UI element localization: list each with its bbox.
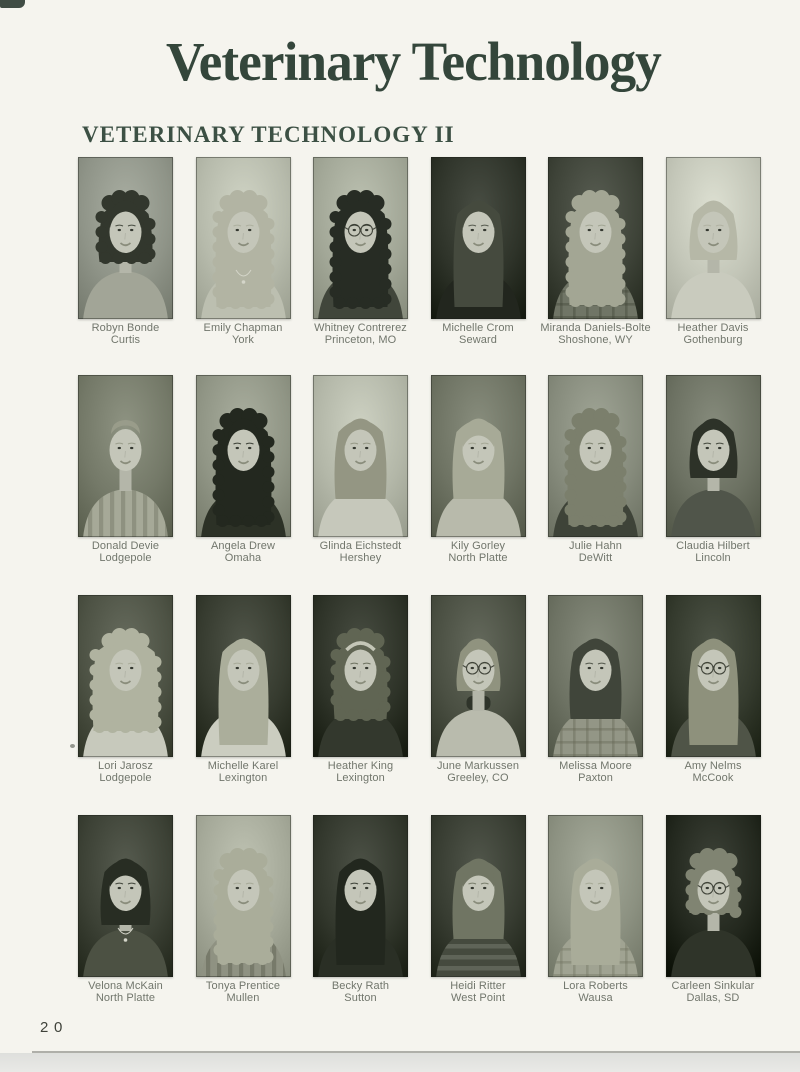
student-hometown: Omaha	[224, 551, 262, 564]
portrait-photo	[196, 595, 291, 757]
student-caption	[196, 541, 291, 564]
student-hometown: Sutton	[344, 991, 377, 1004]
student-hometown: Lexington	[218, 771, 268, 784]
portrait-photo	[431, 375, 526, 537]
student-name: Heather Davis	[677, 322, 749, 334]
student-entry	[78, 375, 173, 595]
student-entry	[196, 815, 291, 1004]
student-name: Julie Hahn	[569, 540, 622, 552]
student-entry	[196, 375, 291, 595]
student-entry	[431, 157, 526, 375]
scan-corner-mark	[0, 0, 25, 8]
student-caption	[431, 761, 526, 784]
student-entry	[313, 375, 408, 595]
portrait-photo	[78, 595, 173, 757]
student-hometown: Shoshone, WY	[558, 333, 633, 346]
portrait-photo	[78, 815, 173, 977]
student-caption	[548, 541, 643, 564]
student-caption	[78, 323, 173, 346]
student-hometown: North Platte	[95, 991, 156, 1004]
student-name: Lora Roberts	[563, 980, 628, 992]
student-caption	[78, 541, 173, 564]
student-caption	[431, 541, 526, 564]
student-name: Emily Chapman	[203, 322, 283, 334]
student-caption	[666, 761, 761, 784]
student-hometown: Paxton	[578, 771, 613, 784]
student-hometown: DeWitt	[578, 551, 613, 564]
student-name: Donald Devie	[91, 540, 160, 552]
student-caption	[666, 981, 761, 1004]
section-heading: VETERINARY TECHNOLOGY II	[82, 122, 455, 147]
student-caption	[78, 981, 173, 1004]
student-entry	[431, 815, 526, 1004]
student-name: Kily Gorley	[450, 540, 506, 552]
student-name: Robyn Bonde	[91, 322, 160, 334]
student-caption	[548, 761, 643, 784]
student-name: Michelle Crom	[442, 322, 514, 334]
student-caption	[78, 761, 173, 784]
portrait-photo	[313, 375, 408, 537]
student-name: Angela Drew	[210, 540, 276, 552]
student-hometown: West Point	[451, 991, 505, 1004]
portrait-photo	[431, 595, 526, 757]
portrait-photo	[548, 157, 643, 319]
student-hometown: Hershey	[339, 551, 382, 564]
student-hometown: Lincoln	[695, 551, 731, 564]
portrait-photo	[78, 157, 173, 319]
portrait-grid	[78, 157, 761, 1004]
student-hometown: York	[231, 333, 254, 346]
student-entry	[548, 815, 643, 1004]
student-entry	[540, 157, 651, 375]
student-caption	[313, 761, 408, 784]
student-name: Heidi Ritter	[450, 980, 506, 992]
student-name: Velona McKain	[88, 980, 163, 992]
student-name: Whitney Contrerez	[314, 322, 407, 334]
student-entry	[548, 595, 643, 815]
portrait-photo	[666, 157, 761, 319]
student-hometown: Seward	[459, 333, 497, 346]
portrait-photo	[548, 375, 643, 537]
page-title: Veterinary Technology	[166, 31, 661, 92]
student-name: Carleen Sinkular	[671, 980, 755, 992]
student-caption	[666, 541, 761, 564]
student-name: Becky Rath	[331, 980, 390, 992]
student-hometown: Wausa	[578, 991, 613, 1004]
student-caption	[431, 981, 526, 1004]
student-hometown: Dallas, SD	[686, 991, 740, 1004]
student-entry	[78, 815, 173, 1004]
student-caption	[313, 981, 408, 1004]
student-name: Lori Jarosz	[98, 760, 153, 772]
student-name: Amy Nelms	[684, 760, 742, 772]
student-entry	[548, 375, 643, 595]
student-entry	[431, 375, 526, 595]
portrait-photo	[313, 595, 408, 757]
portrait-photo	[548, 595, 643, 757]
student-entry	[313, 595, 408, 815]
student-entry	[666, 375, 761, 595]
portrait-photo	[666, 375, 761, 537]
portrait-photo	[78, 375, 173, 537]
portrait-photo	[196, 157, 291, 319]
student-name: Claudia Hilbert	[676, 540, 750, 552]
portrait-photo	[666, 815, 761, 977]
student-hometown: McCook	[692, 771, 734, 784]
student-hometown: Mullen	[226, 991, 260, 1004]
portrait-photo	[666, 595, 761, 757]
student-name: Glinda Eichstedt	[319, 540, 402, 552]
student-entry	[313, 815, 408, 1004]
portrait-photo	[196, 815, 291, 977]
portrait-photo	[313, 157, 408, 319]
student-hometown: Princeton, MO	[324, 333, 397, 346]
student-hometown: North Platte	[448, 551, 508, 564]
portrait-photo	[431, 157, 526, 319]
portrait-photo	[196, 375, 291, 537]
student-name: Heather King	[327, 760, 394, 772]
student-entry	[666, 815, 761, 1004]
student-name: Tonya Prentice	[205, 980, 281, 992]
portrait-photo	[548, 815, 643, 977]
student-entry	[78, 157, 173, 375]
student-caption	[666, 323, 761, 346]
scan-speck	[70, 744, 75, 748]
student-caption	[196, 323, 291, 346]
student-hometown: Lexington	[336, 771, 385, 784]
student-entry	[666, 595, 761, 815]
student-caption	[548, 981, 643, 1004]
scan-bottom-strip	[0, 1053, 800, 1072]
student-caption	[431, 323, 526, 346]
student-name: Miranda Daniels-Bolte	[540, 322, 651, 334]
student-hometown: Curtis	[110, 333, 141, 346]
student-entry	[78, 595, 173, 815]
student-hometown: Greeley, CO	[447, 771, 509, 784]
student-name: Michelle Karel	[207, 760, 279, 772]
student-entry	[313, 157, 408, 375]
student-caption	[196, 981, 291, 1004]
student-entry	[196, 595, 291, 815]
student-hometown: Lodgepole	[99, 771, 152, 784]
portrait-photo	[431, 815, 526, 977]
student-hometown: Lodgepole	[99, 551, 152, 564]
student-name: June Markussen	[436, 760, 520, 772]
student-entry	[196, 157, 291, 375]
portrait-photo	[313, 815, 408, 977]
student-entry	[431, 595, 526, 815]
student-hometown: Gothenburg	[683, 333, 743, 346]
student-caption	[313, 323, 408, 346]
student-caption	[540, 322, 651, 346]
page-number: 20	[40, 1019, 69, 1036]
student-name: Melissa Moore	[559, 760, 632, 772]
student-caption	[196, 761, 291, 784]
student-entry	[666, 157, 761, 375]
student-caption	[313, 541, 408, 564]
